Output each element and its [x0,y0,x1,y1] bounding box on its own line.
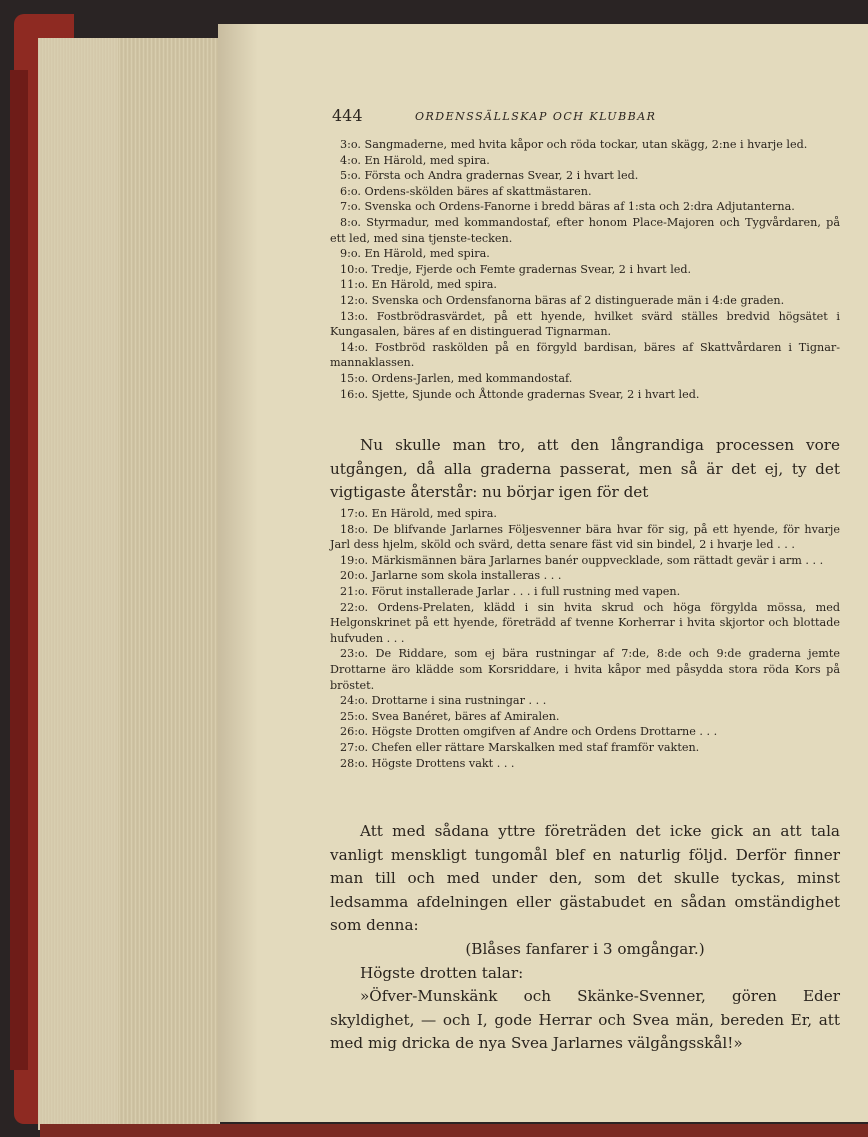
procession-list-b [330,506,840,771]
book-spine [10,70,28,1070]
procession-list-a [330,137,840,402]
list-item: 21:o. Förut installerade Jarlar . . . i full rustning med vapen. [340,584,681,598]
list-item: 15:o. Ordens-Jarlen, med kommandostaf. [340,371,573,385]
list-item: 25:o. Svea Banéret, bäres af Amiralen. [340,709,560,723]
paragraph-2-text: Att med sådana yttre företräden det icke gick an att tala vanligt menskligt tungomål blef en naturlig följd. Derför finner man till och med under den, som det skulle tyckas, minst ledsamma afdelningen eller gästabudet en sådan omständighet som denna: [330,822,840,935]
list-item: 9:o. En Härold, med spira. [340,247,490,261]
list-item: 11:o. En Härold, med spira. [340,278,497,292]
list-item: 26:o. Högste Drotten omgifven af Andre och Ordens Drottarne . . . [340,725,718,739]
closing-section [330,820,840,1056]
list-item: 3:o. Sangmaderne, med hvita kåpor och röda tockar, utan skägg, 2:ne i hvarje led. [340,138,808,151]
list-item: 7:o. Svenska och Ordens-Fanorne i bredd bäras af 1:sta och 2:dra Adjutanterna. [340,200,795,214]
list-item: 8:o. Styrmadur, med kommandostaf, efter honom Place-Majoren och Tygvårdaren, på ett led, med sina tjenste-tecken. [330,215,840,245]
toast-quote: »Öfver-Munskänk och Skänke-Svenner, gören Eder skyldighet, — och I, gode Herrar och Svea män, bereden Er, att med mig dricka de nya Svea Jarlarnes välgångsskål!» [330,987,840,1053]
list-item: 14:o. Fostbröd raskölden på en förgyld bardisan, bäres af Skattvårdaren i Tignar-mannaklassen. [330,340,840,370]
running-head: ORDENSSÄLLSKAP OCH KLUBBAR [415,110,657,123]
list-item: 13:o. Fostbrödrasvärdet, på ett hyende, hvilket svärd ställes bredvid högsätet i Kungasalen, bäres af en distinguerad Tignarman. [330,309,840,339]
speaker-line: Högste drotten talar: [360,963,524,982]
list-item: 17:o. En Härold, med spira. [340,507,497,520]
list-item: 18:o. De blifvande Jarlarnes Följesvenner bära hvar för sig, på ett hyende, för hvarje Jarl dess hjelm, sköld och svärd, detta senare fäst vid sin bindel, 2 i hvarje led . . . [330,522,840,552]
list-item: 16:o. Sjette, Sjunde och Åttonde gradernas Svear, 2 i hvart led. [340,387,700,401]
list-item: 27:o. Chefen eller rättare Marskalken med staf framför vakten. [340,740,700,754]
list-item: 23:o. De Riddare, som ej bära rustningar af 7:de, 8:de och 9:de graderna jemte Drottarne äro klädde som Korsriddare, i hvita kåpor med påsydda stora röda Kors på bröstet. [330,647,840,692]
list-item: 10:o. Tredje, Fjerde och Femte gradernas Svear, 2 i hvart led. [340,262,692,276]
paragraph-1-text: Nu skulle man tro, att den långrandiga processen vore utgången, då alla graderna passerat, men så är det ej, ty det vigtigaste återstår: nu börjar igen för det [330,436,840,502]
list-item: 12:o. Svenska och Ordensfanorna bäras af 2 distinguerade män i 4:de graden. [340,293,785,307]
list-item: 6:o. Ordens-skölden bäres af skattmästaren. [340,184,592,198]
list-item: 20:o. Jarlarne som skola installeras . . . [340,569,562,583]
page-block-stack [118,38,220,1130]
page-gutter-shadow [218,24,258,1122]
list-item: 5:o. Första och Andra gradernas Svear, 2 i hvart led. [340,169,639,183]
list-item: 4:o. En Härold, med spira. [340,153,490,167]
paragraph-1 [330,434,840,505]
stage-direction: (Blåses fanfarer i 3 omgångar.) [465,939,705,958]
list-item: 28:o. Högste Drottens vakt . . . [340,756,515,770]
book-bottom-edge [40,1124,868,1137]
list-item: 22:o. Ordens-Prelaten, klädd i sin hvita skrud och höga förgylda mössa, med Helgonskrinet på ett hyende, företrädd af tvenne Korherrar i hvita skjortor och blottade hufvuden . . . [330,600,840,645]
list-item: 24:o. Drottarne i sina rustningar . . . [340,694,547,708]
list-item: 19:o. Märkismännen bära Jarlarnes banér ouppvecklade, som rättadt gevär i arm . . . [340,553,824,567]
page-number: 444 [332,106,363,125]
